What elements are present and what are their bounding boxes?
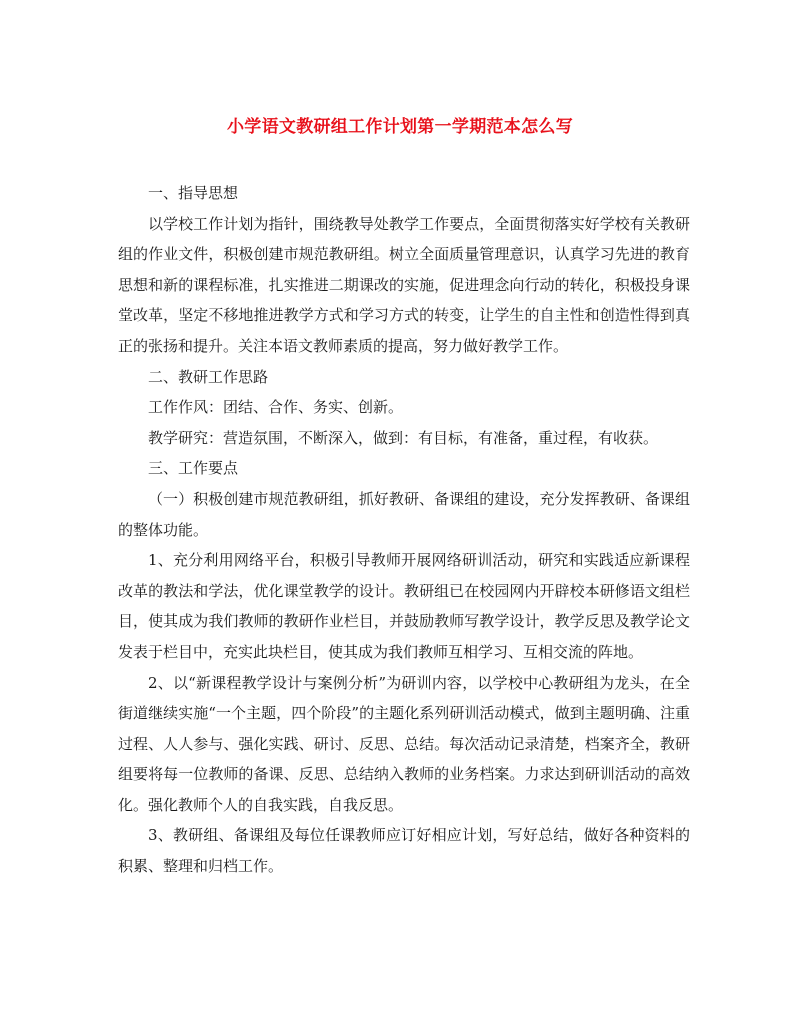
section-heading-work-points: 三、工作要点 [148, 459, 239, 478]
section-heading-research-approach: 二、教研工作思路 [148, 367, 269, 386]
paragraph-item-2: 2、以“新课程教学设计与案例分析”为研训内容，以学校中心教研组为龙头，在全街道继续实施“一个主题，四个阶段”的主题化系列研训活动模式，做到主题明确、注重过程、人人参与、强化实践、研讨、反思、总结。每次活动记录清楚，档案齐全，教研组要将每一位教师的备课、反思、总结纳入教师的业务档案。力求达到研训活动的高效化。强化教师个人的自我实践，自我反思。 [118, 673, 690, 814]
document-title: 小学语文教研组工作计划第一学期范本怎么写 [227, 117, 573, 137]
paragraph-teaching-research: 教学研究：营造氛围，不断深入，做到：有目标，有准备，重过程，有收获。 [148, 428, 659, 447]
document-body [118, 178, 690, 882]
paragraph-point-one: （一）积极创建市规范教研组，抓好教研、备课组的建设，充分发挥教研、备课组的整体功能。 [118, 489, 690, 539]
paragraph-work-style: 工作作风：团结、合作、务实、创新。 [148, 398, 404, 417]
paragraph-guiding-thought: 以学校工作计划为指针，围绕教导处教学工作要点，全面贯彻落实好学校有关教研组的作业文件，积极创建市规范教研组。树立全面质量管理意识，认真学习先进的教育思想和新的课程标准，扎实推进二期课改的实施，促进理念向行动的转化，积极投身课堂改革，坚定不移地推进教学方式和学习方式的转变，让学生的自主性和创造性得到真正的张扬和提升。关注本语文教师素质的提高，努力做好教学工作。 [118, 214, 690, 355]
paragraph-item-1: 1、充分利用网络平台，积极引导教师开展网络研训活动，研究和实践适应新课程改革的教法和学法，优化课堂教学的设计。教研组已在校园网内开辟校本研修语文组栏目，使其成为我们教师的教研作业栏目，并鼓励教师写教学设计，教学反思及教学论文发表于栏目中，充实此块栏目，使其成为我们教师互相学习、互相交流的阵地。 [118, 551, 690, 661]
section-heading-guiding-thought: 一、指导思想 [148, 184, 239, 202]
paragraph-item-3: 3、教研组、备课组及每位任课教师应订好相应计划，写好总结，做好各种资料的积累、整理和归档工作。 [118, 826, 690, 876]
